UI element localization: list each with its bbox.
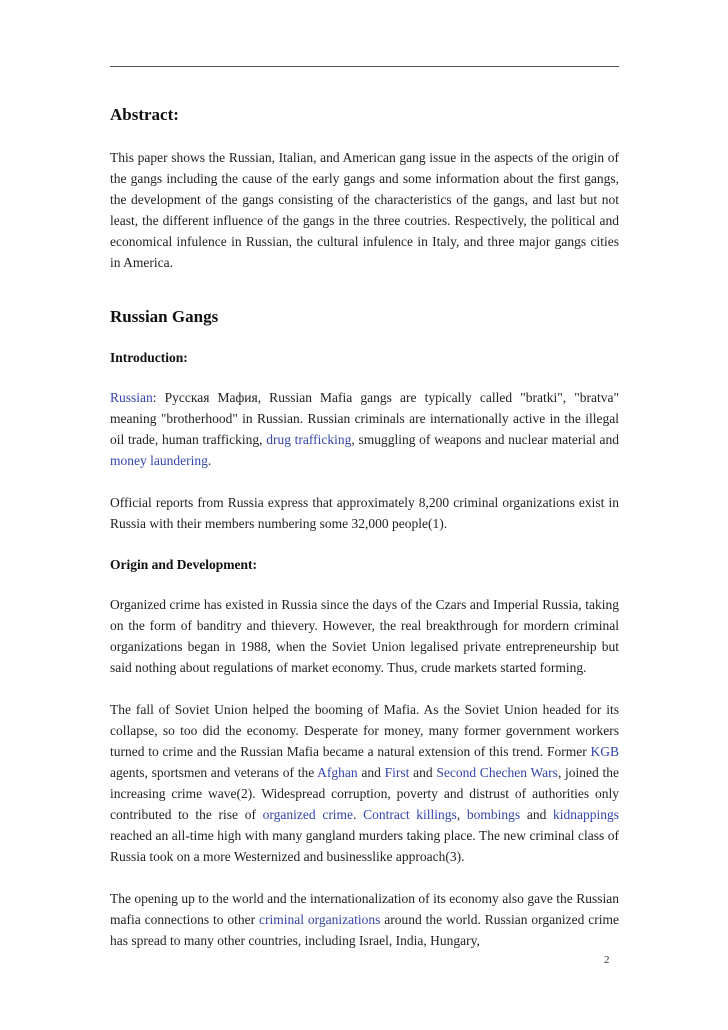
- origin3-text-1: The opening up to the world and the internationalization of its economy also gave the Russian mafia connections to other: [110, 891, 619, 927]
- page-number: 2: [604, 954, 610, 966]
- origin-paragraph-1: Organized crime has existed in Russia since the days of the Czars and Imperial Russia, taking on the form of banditry and thievery. However, the real breakthrough for mordern criminal organizations began in 1988, when the Soviet Union legalised private entrepreneurship but said nothing about regulations of market economy. Thus, crude markets started forming.: [110, 597, 619, 675]
- origin2-text-4: and: [409, 765, 437, 780]
- origin2-text-3: and: [357, 765, 385, 780]
- origin-paragraph-2: [110, 699, 619, 867]
- intro-text-3: .: [207, 453, 212, 468]
- link-afghan[interactable]: Afghan: [317, 765, 358, 780]
- introduction-paragraph-2: Official reports from Russia express that approximately 8,200 criminal organizations exist in Russia with their members numbering some 32,000 people(1).: [110, 495, 619, 531]
- origin2-text-7: ,: [456, 807, 467, 822]
- origin2-text-5: , joined the increasing crime wave(2). Widespread corruption, poverty and distrust of authorities only contributed to the rise of: [110, 765, 619, 822]
- origin3-text-2: around the world. Russian organized crime has spread to many other countries, including Israel, India, Hungary,: [110, 912, 619, 948]
- link-money-laundering[interactable]: money laundering: [110, 453, 208, 468]
- origin2-text-1: The fall of Soviet Union helped the booming of Mafia. As the Soviet Union headed for its collapse, so too did the economy. Desperate for money, many former government workers turned to crime and the Russian Mafia became a natural extension of this trend. Former: [110, 702, 619, 759]
- link-bombings[interactable]: bombings: [466, 807, 521, 822]
- abstract-heading: Abstract:: [110, 105, 179, 124]
- origin-heading: Origin and Development:: [110, 557, 257, 572]
- link-second-chechen-wars[interactable]: Second Chechen Wars: [436, 765, 558, 780]
- link-drug-trafficking[interactable]: drug trafficking: [266, 432, 352, 447]
- origin2-text-8: and: [520, 807, 554, 822]
- header-rule: [110, 66, 619, 67]
- link-kidnappings[interactable]: kidnappings: [553, 807, 620, 822]
- intro-text-2: , smuggling of weapons and nuclear material and: [351, 432, 619, 447]
- origin2-text-9: reached an all-time high with many gangland murders taking place. The new criminal class of Russia took on a more Westernized and businesslike approach(3).: [110, 828, 619, 864]
- link-organized-crime[interactable]: organized crime: [262, 807, 354, 822]
- link-russian[interactable]: Russian: [110, 390, 153, 405]
- introduction-paragraph-1: [110, 387, 619, 471]
- link-contract-killings[interactable]: Contract killings: [363, 807, 457, 822]
- section-heading-russian-gangs: Russian Gangs: [110, 307, 219, 326]
- page-content: [110, 104, 619, 972]
- origin2-text-2: agents, sportsmen and veterans of the: [110, 765, 318, 780]
- link-first[interactable]: First: [384, 765, 410, 780]
- origin-paragraph-3: [110, 888, 619, 951]
- origin2-text-6: .: [353, 807, 364, 822]
- link-criminal-organizations[interactable]: criminal organizations: [259, 912, 381, 927]
- link-kgb[interactable]: KGB: [590, 744, 619, 759]
- abstract-paragraph: This paper shows the Russian, Italian, and American gang issue in the aspects of the origin of the gangs including the cause of the early gangs and some information about the first gangs, the development of the gangs consisting of the characteristics of the gangs, and last but not least, the different influence of the gangs in the three coutries. Respectively, the political and economical infulence in Russian, the cultural infulence in Italy, and three major gangs cities in America.: [110, 150, 619, 270]
- introduction-heading: Introduction:: [110, 350, 188, 365]
- intro-text-1: : Русская Мафия, Russian Mafia gangs are typically called "bratki", "bratva" meaning "brotherhood" in Russian. Russian criminals are internationally active in the illegal oil trade, human trafficking,: [110, 390, 619, 447]
